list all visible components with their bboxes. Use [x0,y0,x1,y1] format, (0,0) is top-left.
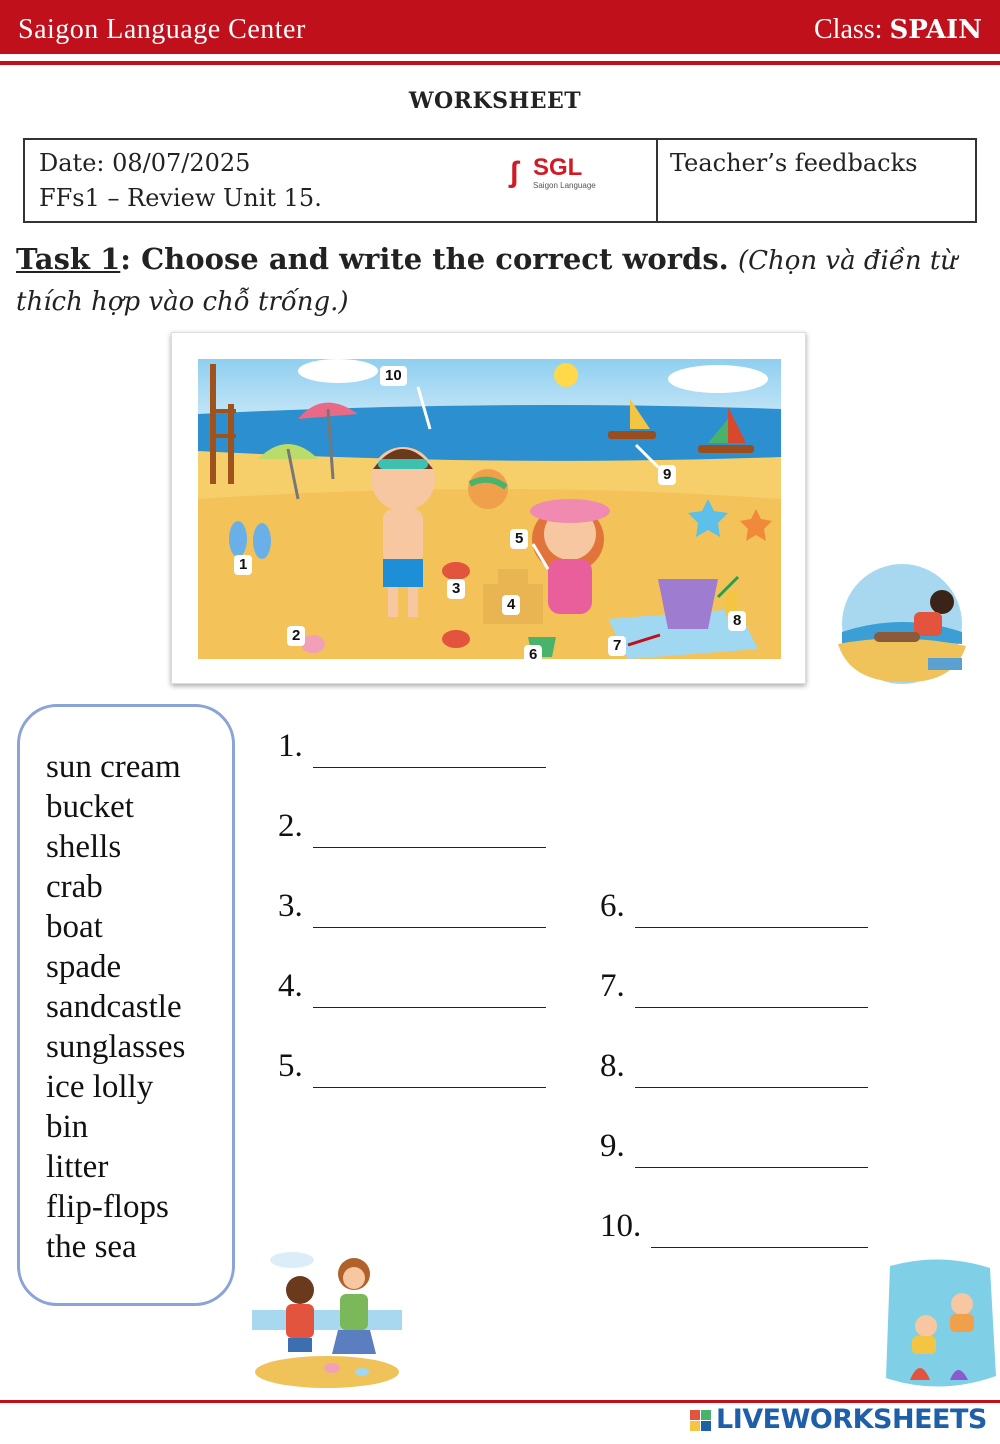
logo-subtext: Saigon Language [533,181,596,190]
task-text: : Choose and write the correct words. [120,242,729,276]
answer-blank[interactable] [313,1087,546,1089]
picture-label-9: 9 [658,465,676,485]
beach-picture [171,332,806,684]
info-table [23,138,977,223]
picture-label-8: 8 [728,611,746,631]
word-item: sun cream [46,749,181,785]
picture-label-1: 1 [234,555,252,575]
center-name: Saigon Language Center [18,14,306,45]
header-bar [0,0,1000,54]
logo-text: SGL [533,154,583,181]
header-underline [0,61,1000,65]
answer-5[interactable] [278,1048,548,1088]
answer-1[interactable] [278,728,548,768]
answer-blank[interactable] [635,1167,868,1169]
sgl-logo [509,154,609,194]
answer-blank[interactable] [651,1247,868,1249]
word-item: bucket [46,789,134,825]
answer-2[interactable] [278,808,548,848]
class-name: SPAIN [889,15,982,45]
answer-blank[interactable] [635,1087,868,1089]
answer-9[interactable] [600,1128,870,1168]
word-item: crab [46,869,103,905]
picture-label-2: 2 [287,626,305,646]
divers-image [880,1256,998,1392]
word-bank [46,747,185,1267]
answer-10[interactable] [600,1208,870,1248]
picture-label-10: 10 [380,366,407,386]
beach-illustration [198,359,781,659]
task-label: Task 1 [16,242,121,276]
answer-number: 1. [278,728,303,764]
answer-8[interactable] [600,1048,870,1088]
answer-number: 6. [600,888,625,924]
feedback-label: Teacher’s feedbacks [670,149,918,177]
answer-blank[interactable] [313,847,546,849]
answer-blank[interactable] [313,767,546,769]
answer-blank[interactable] [313,1007,546,1009]
task-instruction [16,240,976,322]
word-item: the sea [46,1229,137,1265]
kids-collecting-shells-image [252,1250,402,1390]
task-vietnamese: (Chọn và điền từ thích hợp vào chỗ trống.) [16,246,958,317]
answer-number: 7. [600,968,625,1004]
word-bank-box [17,704,235,1306]
sunbather-image [834,562,970,686]
answer-blank[interactable] [313,927,546,929]
answer-number: 5. [278,1048,303,1084]
answer-blank[interactable] [635,1007,868,1009]
answer-4[interactable] [278,968,548,1008]
answer-number: 8. [600,1048,625,1084]
liveworksheets-icon [690,1410,712,1432]
word-item: sandcastle [46,989,182,1025]
picture-label-6: 6 [524,645,542,665]
word-item: boat [46,909,103,945]
class-label: Class: [813,14,883,45]
word-item: sunglasses [46,1029,186,1065]
word-item: litter [46,1149,109,1185]
answer-number: 10. [600,1208,642,1244]
liveworksheets-logo [690,1404,990,1438]
word-item: flip-flops [46,1189,169,1225]
answer-blank[interactable] [635,927,868,929]
word-item: spade [46,949,122,985]
word-item: shells [46,829,122,865]
picture-label-3: 3 [447,579,465,599]
answer-3[interactable] [278,888,548,928]
worksheet-title: WORKSHEET [408,88,582,114]
answer-number: 9. [600,1128,625,1164]
answer-6[interactable] [600,888,870,928]
unit-text: FFs1 – Review Unit 15. [39,184,322,212]
footer-line [0,1400,1000,1403]
table-divider [656,140,658,221]
date-text: Date: 08/07/2025 [39,149,251,177]
class-info [814,14,982,46]
answer-7[interactable] [600,968,870,1008]
picture-label-4: 4 [502,595,520,615]
word-item: bin [46,1109,89,1145]
answer-number: 2. [278,808,303,844]
answer-number: 3. [278,888,303,924]
picture-label-5: 5 [510,529,528,549]
sgl-logo-icon: ʃ [509,156,519,189]
answer-number: 4. [278,968,303,1004]
word-item: ice lolly [46,1069,154,1105]
picture-label-7: 7 [608,636,626,656]
liveworksheets-text: LIVEWORKSHEETS [716,1404,987,1435]
